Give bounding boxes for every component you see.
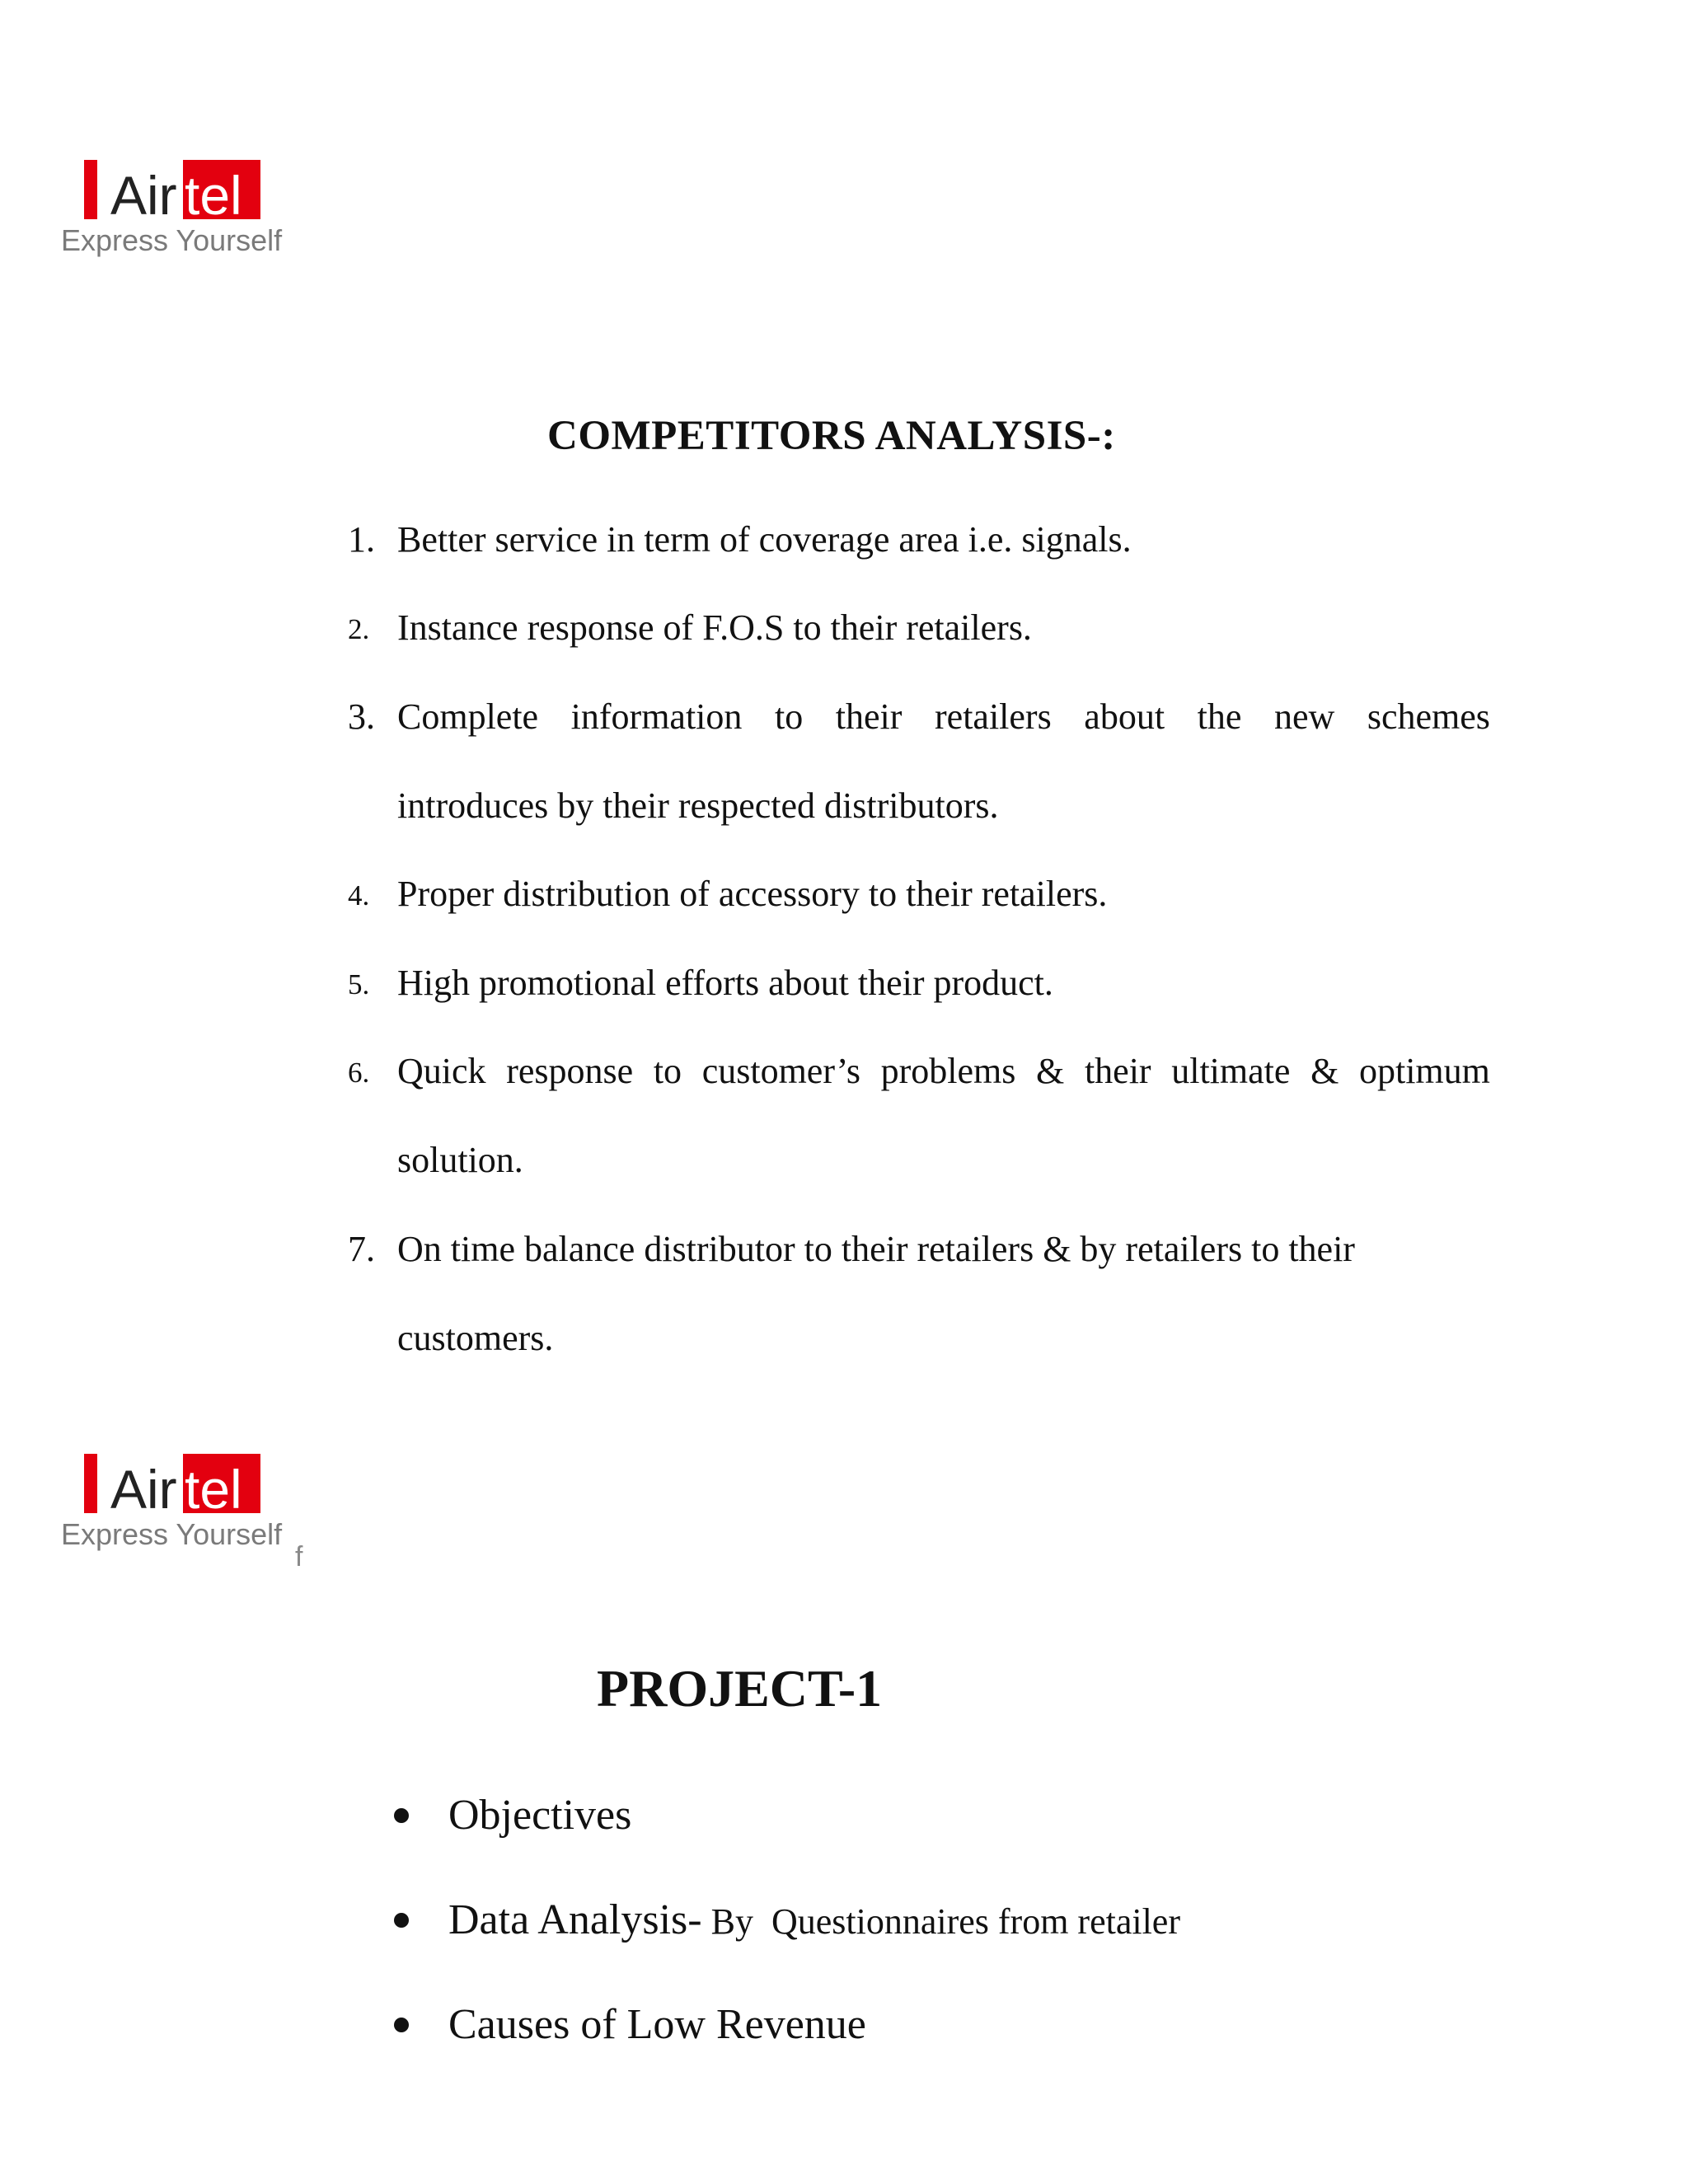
project-heading: PROJECT-1 xyxy=(597,1659,883,1718)
list-text: Instance response of F.O.S to their retailers. xyxy=(397,607,1032,648)
list-text: solution. xyxy=(397,1140,523,1180)
airtel-logo xyxy=(59,1452,298,1559)
list-number: 4. xyxy=(348,879,370,912)
logo-brand-right: tel xyxy=(185,1459,242,1520)
bullet-main: Causes of Low Revenue xyxy=(448,2001,866,2048)
word: to xyxy=(774,696,804,737)
logo-brand-right: tel xyxy=(185,165,242,226)
bullet-dot xyxy=(394,1808,409,1823)
logo-tagline: Express Yourself xyxy=(61,223,283,257)
word: problems xyxy=(880,1051,1016,1091)
list-text: introduces by their respected distributors. xyxy=(397,785,999,826)
list-number: 3. xyxy=(348,696,375,737)
word: the xyxy=(1197,696,1242,737)
word: schemes xyxy=(1367,696,1490,737)
word: their xyxy=(835,696,903,737)
competitors-analysis-heading: COMPETITORS ANALYSIS-: xyxy=(547,413,1116,459)
bullet-text xyxy=(448,1893,1180,1949)
bullet-main: Objectives xyxy=(448,1792,632,1839)
list-number: 2. xyxy=(348,613,370,645)
word: optimum xyxy=(1358,1051,1490,1091)
word: customer’s xyxy=(701,1051,860,1091)
word: to xyxy=(653,1051,682,1091)
list-number: 7. xyxy=(348,1229,375,1269)
list-number: 5. xyxy=(348,968,370,1001)
list-text: customers. xyxy=(397,1318,554,1358)
list-text-justified xyxy=(397,1047,1490,1096)
airtel-logo xyxy=(59,158,298,265)
logo-tagline: Express Yourself xyxy=(61,1517,283,1551)
stray-mark: f xyxy=(295,1541,303,1572)
word: & xyxy=(1036,1051,1065,1091)
bullet-text xyxy=(448,1788,631,1843)
list-text: High promotional efforts about their product. xyxy=(397,963,1053,1003)
list-number: 6. xyxy=(348,1057,370,1089)
word: information xyxy=(570,696,743,737)
word: new xyxy=(1273,696,1335,737)
list-number: 1. xyxy=(348,519,375,560)
word: about xyxy=(1084,696,1165,737)
bullet-text xyxy=(448,1998,866,2052)
bullet-sub: By Questionnaires from retailer xyxy=(701,1901,1180,1942)
bullet-dot xyxy=(394,2018,409,2032)
word: ultimate xyxy=(1171,1051,1291,1091)
list-text: Proper distribution of accessory to their retailers. xyxy=(397,874,1108,914)
logo-brand-left: Air xyxy=(110,1459,177,1520)
bullet-main: Data Analysis- xyxy=(448,1896,702,1943)
word: Complete xyxy=(397,696,539,737)
list-text: On time balance distributor to their retailers & by retailers to their xyxy=(397,1229,1355,1269)
word: & xyxy=(1311,1051,1339,1091)
bullet-dot xyxy=(394,1913,409,1928)
logo-brand-left: Air xyxy=(110,165,177,226)
word: response xyxy=(506,1051,634,1091)
list-text: Better service in term of coverage area i.e. signals. xyxy=(397,519,1132,560)
word: retailers xyxy=(935,696,1052,737)
word: Quick xyxy=(397,1051,486,1091)
word: their xyxy=(1084,1051,1151,1091)
list-text-justified xyxy=(397,692,1490,742)
